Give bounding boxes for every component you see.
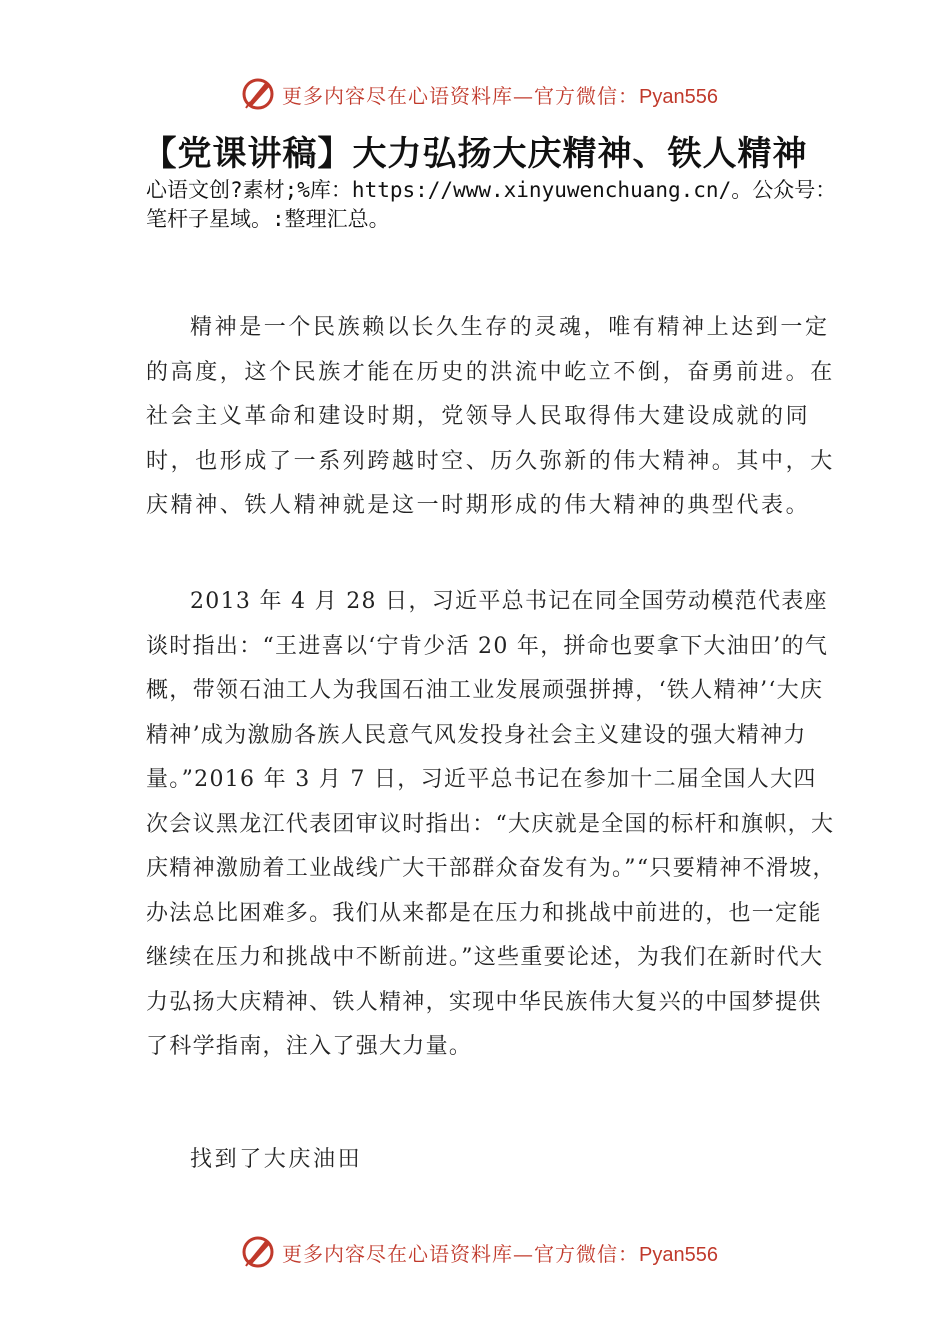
banner-slogan: 更多内容尽在心语资料库—官方微信： bbox=[282, 1242, 639, 1266]
quill-pen-logo-icon bbox=[240, 76, 276, 112]
banner-account: Pyan556 bbox=[639, 86, 718, 108]
banner-slogan: 更多内容尽在心语资料库—官方微信： bbox=[282, 84, 639, 108]
header-banner bbox=[0, 72, 950, 116]
paragraph-1: 精神是一个民族赖以长久生存的灵魂，唯有精神上达到一定的高度，这个民族才能在历史的洪流中屹立不倒，奋勇前进。在社会主义革命和建设时期，党领导人民取得伟大建设成就的同时，也形成了一系列跨越时空、历久弥新的伟大精神。其中，大庆精神、铁人精神就是这一时期形成的伟大精神的典型代表。 bbox=[146, 315, 835, 518]
banner-account: Pyan556 bbox=[639, 1244, 718, 1266]
footer-banner bbox=[0, 1230, 950, 1274]
paragraph-2: 2013 年 4 月 28 日，习近平总书记在同全国劳动模范代表座谈时指出：“王进喜以‘宁肯少活 20 年，拼命也要拿下大油田’的气概，带领石油工人为我国石油工业发展顽强拼搏，‘铁人精神’‘大庆精神’成为激励各族人民意气风发投身社会主义建设的强大精神力量。”2016 年 3 月 7 日，习近平总书记在参加十二届全国人大四次会议黑龙江代表团审议时指出：“大庆就是全国的标杆和旗帜，大庆精神激励着工业战线广大干部群众奋发有为。”“只要精神不滑坡，办法总比困难多。我们从来都是在压力和挑战中前进的，也一定能继续在压力和挑战中不断前进。”这些重要论述，为我们在新时代大力弘扬大庆精神、铁人精神，实现中华民族伟大复兴的中国梦提供了科学指南，注入了强大力量。 bbox=[146, 589, 836, 1059]
source-line: 心语文创?素材;%库：https://www.xinyuwenchuang.cn/。公众号：笔杆子星域。:整理汇总。 bbox=[146, 178, 837, 231]
paragraph-3: 找到了大庆油田 bbox=[190, 1147, 363, 1172]
quill-pen-logo-icon bbox=[240, 1234, 276, 1270]
document-title: 【党课讲稿】大力弘扬大庆精神、铁人精神 bbox=[142, 134, 808, 174]
banner-text bbox=[282, 80, 718, 109]
banner-text bbox=[282, 1238, 718, 1267]
